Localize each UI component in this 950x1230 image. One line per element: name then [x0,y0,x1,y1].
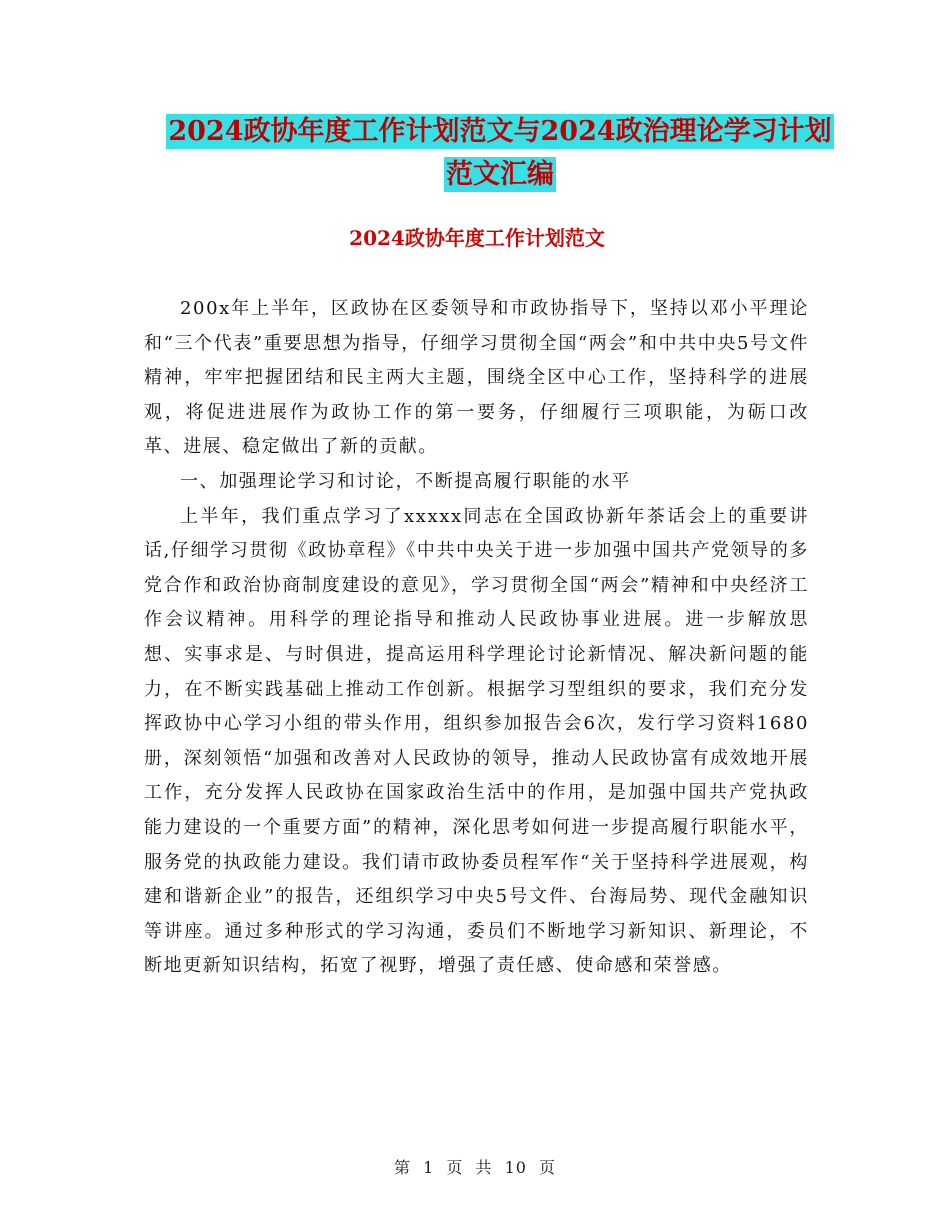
footer-suffix: 页 [539,1158,557,1177]
title-line-2: 范文汇编 [446,159,554,190]
document-title-continued [120,154,880,196]
footer-total-pages: 10 [504,1158,527,1177]
footer-current-page: 1 [423,1158,435,1177]
footer-total-label: 共 [475,1158,493,1177]
section-title: 2024政协年度工作计划范文 [349,226,605,250]
title-line-1: 2024政协年度工作计划范文与2024政治理论学习计划 [168,116,832,147]
paragraph-heading-1: 一、加强理论学习和讨论，不断提高履行职能的水平 [180,470,631,492]
footer-page-label: 页 [446,1158,464,1177]
page-footer [0,1155,950,1178]
document-body [144,292,809,984]
document-title [120,111,880,153]
footer-prefix: 第 [393,1158,411,1177]
paragraph-study: 上半年，我们重点学习了xxxxx同志在全国政协新年茶话会上的重要讲话,仔细学习贯彻《政协章程》《中共中央关于进一步加强中国共产党领导的多党合作和政治协商制度建设的意见》，学习贯彻全国“两会”精神和中央经济工作会议精神。用科学的理论指导和推动人民政协事业进展。进一步解放思想、实事求是、与时俱进，提高运用科学理论讨论新情况、解决新问题的能力，在不断实践基础上推动工作创新。根据学习型组织的要求，我们充分发挥政协中心学习小组的带头作用，组织参加报告会6次，发行学习资料1680册，深刻领悟“加强和改善对人民政协的领导，推动人民政协富有成效地开展工作，充分发挥人民政协在国家政治生活中的作用，是加强中国共产党执政能力建设的一个重要方面”的精神，深化思考如何进一步提高履行职能水平，服务党的执政能力建设。我们请市政协委员程军作“关于坚持科学进展观，构建和谐新企业”的报告，还组织学习中央5号文件、台海局势、现代金融知识等讲座。通过多种形式的学习沟通，委员们不断地学习新知识、新理论，不断地更新知识结构，拓宽了视野，增强了责任感、使命感和荣誉感。 [144,505,809,977]
paragraph-intro: 200x年上半年，区政协在区委领导和市政协指导下，坚持以邓小平理论和“三个代表”重要思想为指导，仔细学习贯彻全国“两会”和中共中央5号文件精神，牢牢把握团结和民主两大主题，围绕全区中心工作，坚持科学的进展观，将促进进展作为政协工作的第一要务，仔细履行三项职能，为砺口改革、进展、稳定做出了新的贡献。 [144,298,809,458]
